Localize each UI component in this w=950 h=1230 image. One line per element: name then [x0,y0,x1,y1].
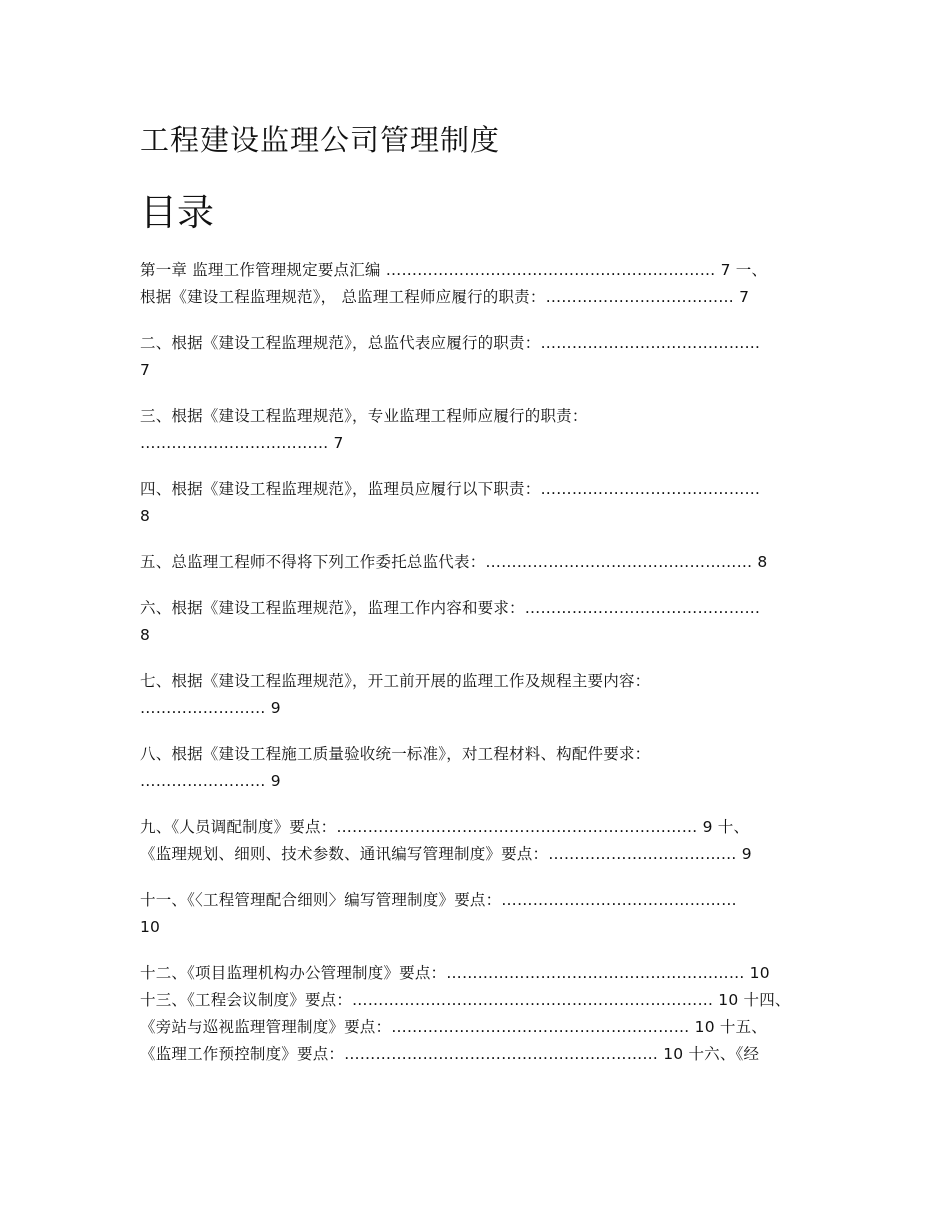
toc-line: 《旁站与巡视监理管理制度》要点：………………………………………………… 10 十五、 [140,1018,767,1036]
toc-line: 七、根据《建设工程监理规范》，开工前开展的监理工作及规程主要内容： [140,672,651,690]
toc-line: 六、根据《建设工程监理规范》，监理工作内容和要求：……………………………………… [140,599,761,617]
document-title: 工程建设监理公司管理制度 [140,123,501,157]
toc-line: 十三、《工程会议制度》要点：…………………………………………………………… 10 十四、 [140,991,791,1009]
toc-line: ……………………………… 7 [140,434,344,452]
toc-line: 《监理工作预控制度》要点：…………………………………………………… 10 十六、《经 [140,1045,760,1063]
toc-line: 8 [140,507,151,525]
toc-line: 八、根据《建设工程施工质量验收统一标准》，对工程材料、构配件要求： [140,745,651,763]
toc-line: …………………… 9 [140,699,281,717]
toc-line: 四、根据《建设工程监理规范》，监理员应履行以下职责：…………………………………… [140,480,761,498]
toc-line: 8 [140,626,151,644]
toc-heading: 目录 [140,191,214,234]
toc-line: …………………… 9 [140,772,281,790]
toc-line: 十二、《项目监理机构办公管理制度》要点：………………………………………………… 10 [140,964,770,982]
toc-line: 7 [140,361,151,379]
toc-line: 三、根据《建设工程监理规范》，专业监理工程师应履行的职责： [140,407,588,425]
toc-line: 九、《人员调配制度》要点：…………………………………………………………… 9 十、 [140,818,750,836]
toc-line: 五、总监理工程师不得将下列工作委托总监代表：…………………………………………… 8 [140,553,768,571]
toc-line: 《监理规划、细则、技术参数、通讯编写管理制度》要点：……………………………… 9 [140,845,752,863]
toc-line: 第一章 监理工作管理规定要点汇编 ……………………………………………………… 7 一、 [140,261,768,279]
toc-line: 二、根据《建设工程监理规范》，总监代表应履行的职责：…………………………………… [140,334,761,352]
toc-line: 十一、《〈工程管理配合细则〉编写管理制度》要点：……………………………………… [140,891,737,909]
toc-line: 10 [140,918,161,936]
toc-line: 根据《建设工程监理规范》， 总监理工程师应履行的职责：……………………………… 7 [140,288,750,306]
